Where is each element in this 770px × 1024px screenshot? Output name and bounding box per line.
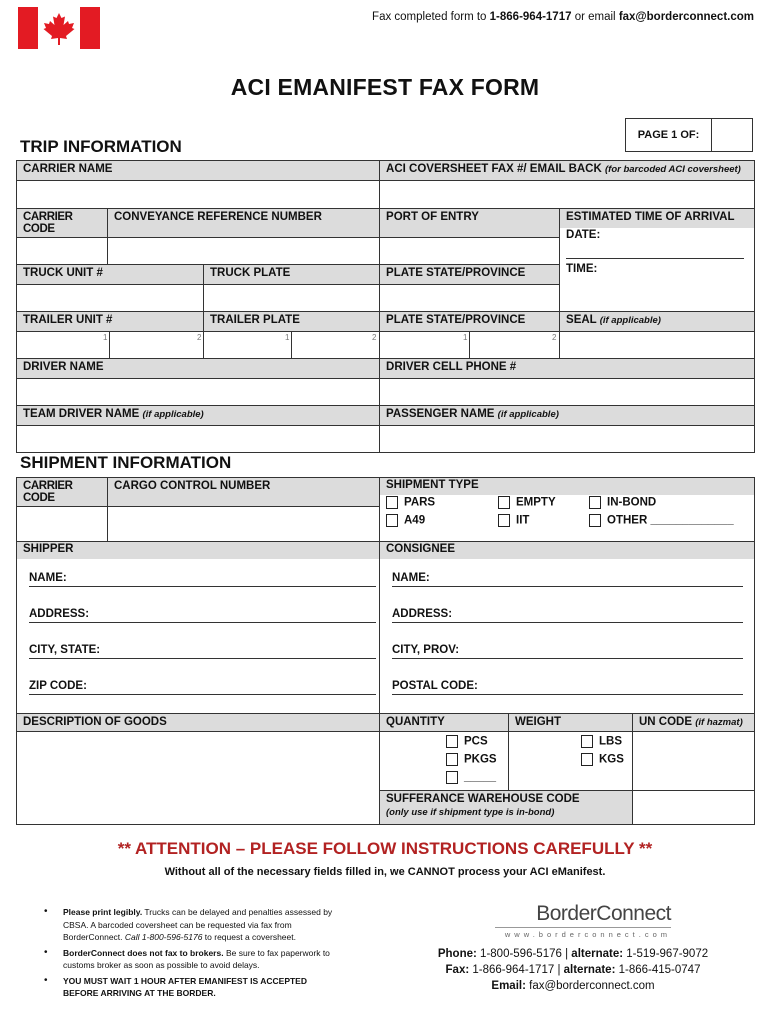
trailer-plate-num-1: 1 — [285, 333, 290, 342]
carrier-name-label: CARRIER NAME — [17, 161, 380, 181]
quantity-field[interactable] — [380, 732, 509, 791]
trailer-plate-field[interactable] — [204, 332, 380, 359]
page-total-field[interactable] — [713, 119, 752, 151]
shipper-cell — [17, 542, 380, 714]
logo-site: www.borderconnect.com — [504, 930, 671, 939]
instruction-list — [44, 906, 344, 1003]
un-code-field[interactable] — [633, 732, 755, 791]
logo-rule — [495, 927, 671, 928]
checkbox-icon[interactable] — [446, 771, 458, 784]
shipper-city-field[interactable]: CITY, STATE: — [29, 644, 376, 659]
trailer-plate-num-2: 2 — [372, 333, 377, 342]
shipment-type-label: SHIPMENT TYPE — [380, 478, 754, 495]
consignee-cell — [380, 542, 755, 714]
seal-label: SEAL (if applicable) — [560, 312, 755, 332]
un-code-label: UN CODE (if hazmat) — [633, 714, 755, 732]
trailer-unit-field[interactable] — [17, 332, 204, 359]
qty-other[interactable]: _____ — [446, 771, 496, 784]
description-field[interactable] — [17, 732, 380, 825]
checkbox-icon[interactable] — [386, 496, 398, 509]
fax-instruction: Fax completed form to 1-866-964-1717 or email fax@borderconnect.com — [372, 11, 754, 23]
carrier-code-label: CARRIER CODE — [17, 209, 108, 238]
truck-plate-field[interactable] — [204, 285, 380, 312]
contact-phone: Phone: 1-800-596-5176 | alternate: 1-519-967-9072 — [437, 948, 709, 960]
borderconnect-logo — [495, 902, 671, 939]
weight-label: WEIGHT — [509, 714, 633, 732]
trailer-unit-num-2: 2 — [197, 333, 202, 342]
cargo-control-field[interactable] — [108, 507, 380, 542]
eta-label: ESTIMATED TIME OF ARRIVAL — [560, 209, 754, 228]
page-label: PAGE 1 OF: — [626, 119, 712, 151]
plate-state-field-2[interactable] — [380, 332, 560, 359]
carrier-code-field[interactable] — [17, 238, 108, 265]
driver-name-field[interactable] — [17, 379, 380, 406]
trailer-plate-label: TRAILER PLATE — [204, 312, 380, 332]
carrier-name-field[interactable] — [17, 181, 380, 209]
trailer-unit-num-1: 1 — [103, 333, 108, 342]
plate-state-num-2: 2 — [552, 333, 557, 342]
shipper-address-field[interactable]: ADDRESS: — [29, 608, 376, 623]
page-title: ACI EMANIFEST FAX FORM — [230, 74, 540, 100]
checkbox-icon[interactable] — [589, 514, 601, 527]
plate-state-label-2: PLATE STATE/PROVINCE — [380, 312, 560, 332]
shipper-label: SHIPPER — [17, 542, 379, 559]
shipment-table — [16, 477, 755, 825]
shipment-type-cell — [380, 478, 755, 542]
time-label: TIME: — [566, 263, 598, 275]
type-a49[interactable]: A49 — [386, 514, 425, 527]
conveyance-ref-field[interactable] — [108, 238, 380, 265]
shipment-section-title: SHIPMENT INFORMATION — [20, 453, 232, 472]
truck-unit-label: TRUCK UNIT # — [17, 265, 204, 285]
sufferance-field[interactable] — [633, 791, 755, 825]
trip-section-title: TRIP INFORMATION — [20, 137, 182, 156]
conveyance-ref-label: CONVEYANCE REFERENCE NUMBER — [108, 209, 380, 238]
consignee-city-field[interactable]: CITY, PROV: — [392, 644, 743, 659]
seal-field[interactable] — [560, 332, 755, 359]
page-count-box — [625, 118, 753, 152]
driver-phone-label: DRIVER CELL PHONE # — [380, 359, 755, 379]
attention-heading: ** ATTENTION – PLEASE FOLLOW INSTRUCTIONS CAREFULLY ** — [117, 839, 653, 858]
date-label: DATE: — [566, 229, 601, 241]
type-in-bond[interactable]: IN-BOND — [589, 496, 656, 509]
checkbox-icon[interactable] — [498, 514, 510, 527]
type-iit[interactable]: IIT — [498, 514, 529, 527]
checkbox-icon[interactable] — [498, 496, 510, 509]
qty-pkgs[interactable]: PKGS — [446, 753, 497, 766]
logo-name: BorderConnect — [536, 902, 671, 925]
contact-block — [400, 946, 746, 994]
description-label: DESCRIPTION OF GOODS — [17, 714, 380, 732]
port-of-entry-field[interactable] — [380, 238, 560, 265]
sufferance-label: SUFFERANCE WAREHOUSE CODE (only use if shipment type is in-bond) — [380, 791, 633, 825]
weight-lbs[interactable]: LBS — [581, 735, 622, 748]
list-item: • YOU MUST WAIT 1 HOUR AFTER EMANIFEST IS ACCEPTED BEFORE ARRIVING AT THE BORDER. — [44, 975, 344, 1000]
shipper-name-field[interactable]: NAME: — [29, 572, 376, 587]
weight-kgs[interactable]: KGS — [581, 753, 624, 766]
type-pars[interactable]: PARS — [386, 496, 435, 509]
attention-subtext: Without all of the necessary fields filled in, we CANNOT process your ACI eManifest. — [164, 866, 606, 878]
type-other[interactable]: OTHER _____________ — [589, 514, 734, 527]
truck-unit-field[interactable] — [17, 285, 204, 312]
consignee-address-field[interactable]: ADDRESS: — [392, 608, 743, 623]
team-driver-field[interactable] — [17, 426, 380, 453]
weight-field[interactable] — [509, 732, 633, 791]
shipper-zip-field[interactable]: ZIP CODE: — [29, 680, 376, 695]
canada-flag-icon — [18, 7, 100, 49]
passenger-label: PASSENGER NAME (if applicable) — [380, 406, 755, 426]
consignee-label: CONSIGNEE — [380, 542, 754, 559]
ship-carrier-code-field[interactable] — [17, 507, 108, 542]
team-driver-label: TEAM DRIVER NAME (if applicable) — [17, 406, 380, 426]
cargo-control-label: CARGO CONTROL NUMBER — [108, 478, 380, 507]
plate-state-num-1: 1 — [463, 333, 468, 342]
list-item: • Please print legibly. Trucks can be delayed and penalties assessed by CBSA. A barcoded coversheet can be requested via fax from BorderConnect. Call 1-800-596-5176 to request a coversheet. — [44, 906, 344, 944]
checkbox-icon[interactable] — [581, 753, 593, 766]
qty-pcs[interactable]: PCS — [446, 735, 488, 748]
contact-fax: Fax: 1-866-964-1717 | alternate: 1-866-415-0747 — [445, 964, 701, 976]
passenger-field[interactable] — [380, 426, 755, 453]
truck-plate-label: TRUCK PLATE — [204, 265, 380, 285]
driver-name-label: DRIVER NAME — [17, 359, 380, 379]
eta-cell[interactable] — [560, 209, 755, 312]
trip-table — [16, 160, 755, 453]
ship-carrier-code-label: CARRIER CODE — [17, 478, 108, 507]
checkbox-icon[interactable] — [581, 735, 593, 748]
coversheet-label: ACI COVERSHEET FAX #/ EMAIL BACK (for barcoded ACI coversheet) — [380, 161, 755, 181]
coversheet-field[interactable] — [380, 181, 755, 209]
checkbox-icon[interactable] — [446, 735, 458, 748]
checkbox-icon[interactable] — [589, 496, 601, 509]
list-item: • BorderConnect does not fax to brokers. Be sure to fax paperwork to customs broker as soon as possible to avoid delays. — [44, 947, 344, 972]
port-of-entry-label: PORT OF ENTRY — [380, 209, 560, 238]
checkbox-icon[interactable] — [446, 753, 458, 766]
checkbox-icon[interactable] — [386, 514, 398, 527]
consignee-postal-field[interactable]: POSTAL CODE: — [392, 680, 743, 695]
contact-email: Email: fax@borderconnect.com — [491, 980, 655, 992]
plate-state-field-1[interactable] — [380, 285, 560, 312]
trailer-unit-label: TRAILER UNIT # — [17, 312, 204, 332]
consignee-name-field[interactable]: NAME: — [392, 572, 743, 587]
type-empty[interactable]: EMPTY — [498, 496, 556, 509]
quantity-label: QUANTITY — [380, 714, 509, 732]
driver-phone-field[interactable] — [380, 379, 755, 406]
plate-state-label-1: PLATE STATE/PROVINCE — [380, 265, 560, 285]
